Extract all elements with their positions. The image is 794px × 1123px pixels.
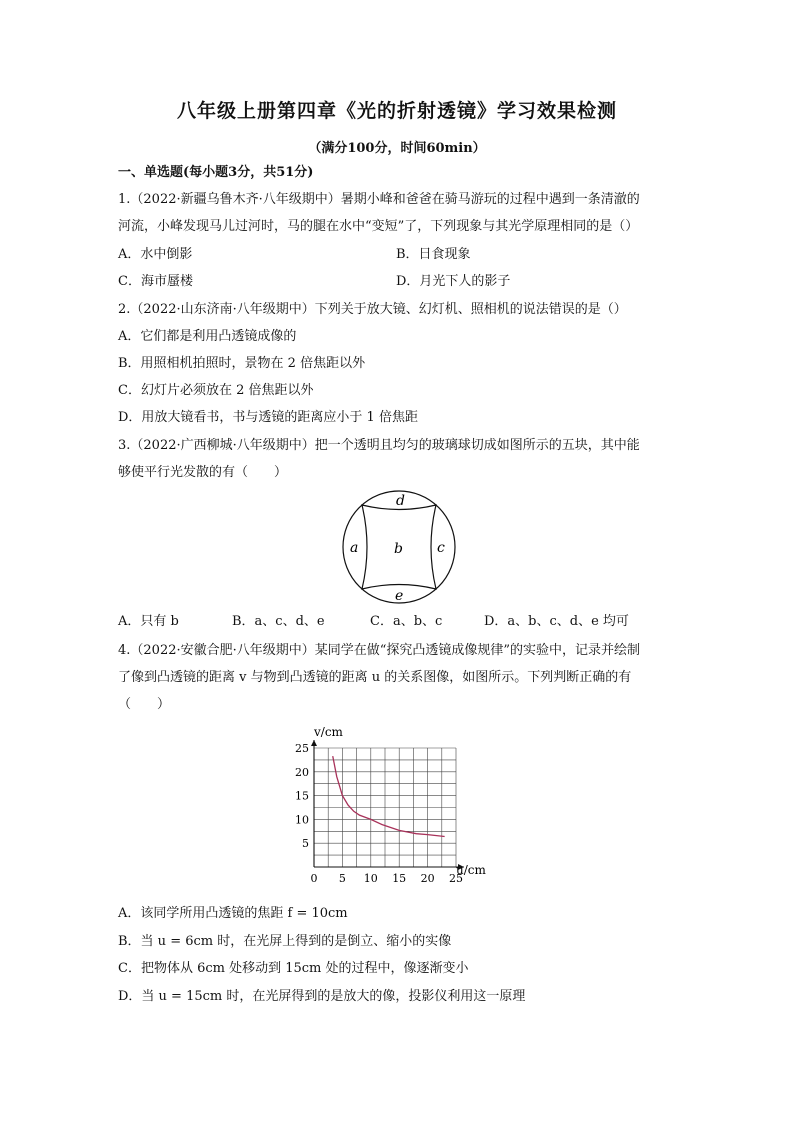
x-tick-label: 10 xyxy=(363,872,378,885)
q4-stem-line2: 了像到凸透镜的距离 v 与物到凸透镜的距离 u 的关系图像，如图所示。下列判断正确的有 xyxy=(118,670,632,685)
q2-option-a: A．它们都是利用凸透镜成像的 xyxy=(118,329,297,344)
uv-chart xyxy=(290,722,486,902)
q3-option-d: D．a、b、c、d、e 均可 xyxy=(484,614,629,629)
q2-option-c: C．幻灯片必须放在 2 倍焦距以外 xyxy=(118,383,314,398)
page-title: 八年级上册第四章《光的折射透镜》学习效果检测 xyxy=(176,100,617,122)
q3-stem-line1: 3.（2022·广西柳城·八年级期中）把一个透明且均匀的玻璃球切成如图所示的五块，其中能 xyxy=(118,438,640,453)
label-b: b xyxy=(394,541,403,557)
page-subtitle: （满分100分，时间60min） xyxy=(308,141,486,156)
q3-option-a: A．只有 b xyxy=(118,614,179,629)
y-tick-label: 20 xyxy=(295,765,309,779)
x-axis-label: u/cm xyxy=(456,863,486,877)
x-tick-label: 5 xyxy=(338,872,346,885)
y-tick-label: 5 xyxy=(302,837,309,851)
q1-option-c: C．海市蜃楼 xyxy=(118,274,193,289)
q3-option-c: C．a、b、c xyxy=(370,614,443,629)
q4-option-c: C．把物体从 6cm 处移动到 15cm 处的过程中，像逐渐变小 xyxy=(118,961,469,976)
q4-option-d: D．当 u = 15cm 时，在光屏得到的是放大的像，投影仪利用这一原理 xyxy=(118,989,526,1004)
x-tick-label: 15 xyxy=(392,872,407,885)
y-axis-label: v/cm xyxy=(314,725,343,739)
label-d: d xyxy=(396,493,405,509)
q1-option-b: B．日食现象 xyxy=(396,247,471,262)
label-e: e xyxy=(395,588,404,604)
q1-option-d: D．月光下人的影子 xyxy=(396,274,511,289)
x-tick-label: 20 xyxy=(420,872,435,885)
q2-option-b: B．用照相机拍照时，景物在 2 倍焦距以外 xyxy=(118,356,366,371)
y-tick-label: 25 xyxy=(295,742,309,755)
q3-option-b: B．a、c、d、e xyxy=(232,614,325,629)
q2-stem: 2.（2022·山东济南·八年级期中）下列关于放大镜、幻灯机、照相机的说法错误的是（） xyxy=(118,302,627,317)
glass-ball-figure xyxy=(340,488,458,606)
q1-stem-line2: 河流，小峰发现马儿过河时，马的腿在水中“变短”了，下列现象与其光学原理相同的是（） xyxy=(118,219,639,234)
q3-stem-line2: 够使平行光发散的有（ ） xyxy=(118,465,288,480)
q2-option-d: D．用放大镜看书，书与透镜的距离应小于 1 倍焦距 xyxy=(118,410,418,425)
section-heading: 一、单选题(每小题3分，共51分) xyxy=(118,165,314,180)
y-tick-label: 10 xyxy=(295,813,309,827)
y-tick-label: 15 xyxy=(295,789,309,803)
q4-stem-line3: （ ） xyxy=(118,697,171,712)
label-a: a xyxy=(350,540,359,556)
q1-stem-line1: 1.（2022·新疆乌鲁木齐·八年级期中）暑期小峰和爸爸在骑马游玩的过程中遇到一条清澈的 xyxy=(118,192,640,207)
q1-option-a: A．水中倒影 xyxy=(118,247,193,262)
x-tick-label: 25 xyxy=(449,872,463,885)
q4-option-a: A．该同学所用凸透镜的焦距 f = 10cm xyxy=(118,906,348,921)
q4-option-b: B．当 u = 6cm 时，在光屏上得到的是倒立、缩小的实像 xyxy=(118,934,452,949)
x-tick-label: 0 xyxy=(310,872,318,885)
q4-stem-line1: 4.（2022·安徽合肥·八年级期中）某同学在做“探究凸透镜成像规律”的实验中，记录并绘制 xyxy=(118,643,641,658)
y-axis-arrow xyxy=(311,740,317,746)
label-c: c xyxy=(437,540,445,556)
